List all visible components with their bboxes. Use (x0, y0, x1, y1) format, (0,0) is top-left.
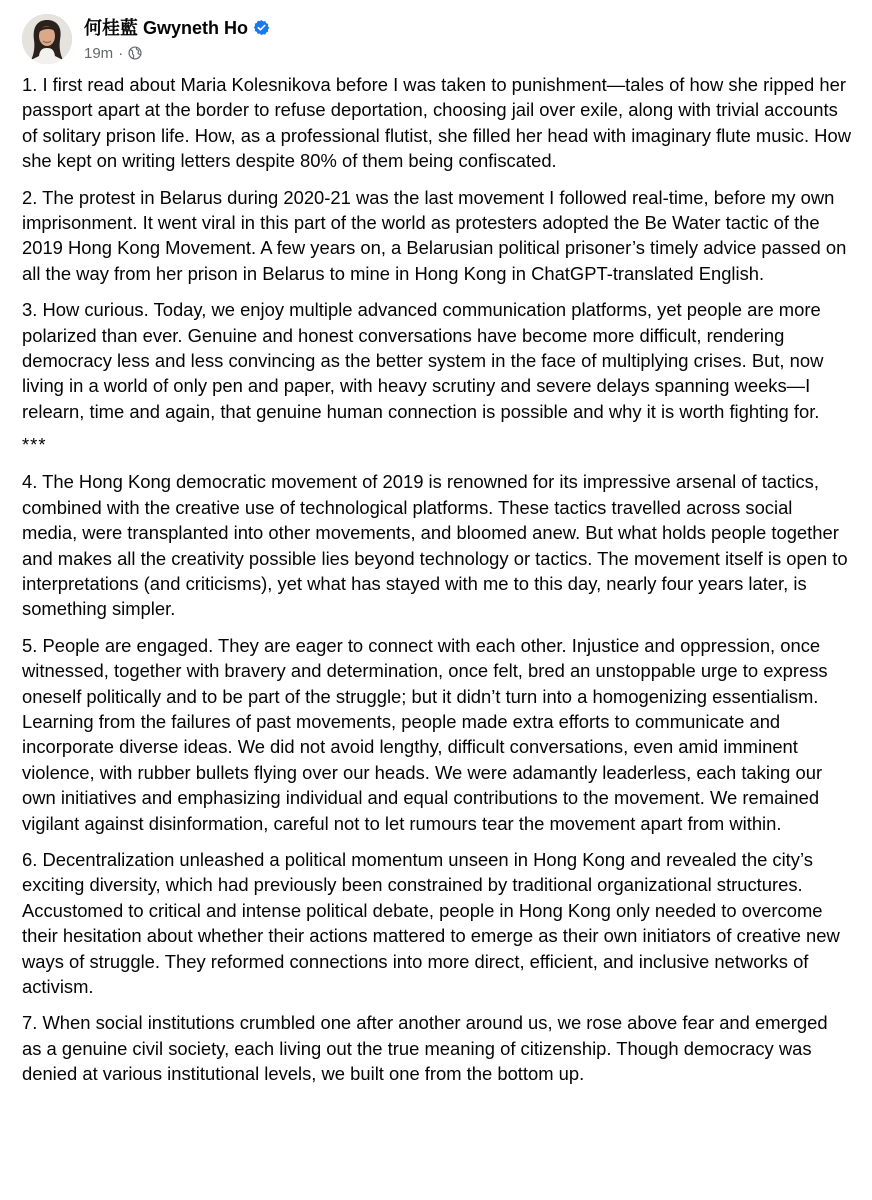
post-paragraph-7: 7. When social institutions crumbled one after another around us, we rose above fear and emerged as a genuine civil society, each living out the true meaning of citizenship. Though democracy was denied at various institutional levels, we built one from the bottom up. (22, 1012, 828, 1085)
post-subline (84, 42, 270, 64)
profile-photo-icon (22, 14, 72, 64)
post-paragraph-6: 6. Decentralization unleashed a political momentum unseen in Hong Kong and revealed the city’s exciting diversity, which had previously been constrained by traditional organizational structures. Accustomed to critical and intense political debate, people in Hong Kong only needed to overcome their hesitation about whether their actions mattered to emerge as their own initiators of creative new ways of struggle. They reformed connections into more direct, efficient, and inclusive networks of activism. (22, 848, 840, 997)
post-paragraph-2: 2. The protest in Belarus during 2020-21 was the last movement I followed real-time, before my own imprisonment. It went viral in this part of the world as protesters adopted the Be Water tactic of the 2019 Hong Kong Movement. A few years on, a Belarusian political prisoner’s timely advice passed on all the way from her prison in Belarus to mine in Hong Kong in ChatGPT-translated English. (22, 186, 847, 284)
post-paragraph-3: 3. How curious. Today, we enjoy multiple advanced communication platforms, yet people are more polarized than ever. Genuine and honest conversations have become more difficult, rendering democracy less and less convincing as the better system in the face of multiplying crises. But, now living in a world of only pen and paper, with heavy scrutiny and severe delays spanning weeks—I relearn, time and again, that genuine human connection is possible and why it is worth fighting for. (22, 299, 824, 422)
post-paragraph-4: 4. The Hong Kong democratic movement of 2019 is renowned for its impressive arsenal of tactics, combined with the creative use of technological platforms. These tactics travelled across social media, were transplanted into other movements, and bloomed anew. But what holds people together and makes all the creativity possible lies beyond technology or tactics. The movement itself is open to interpretations (and criticisms), yet what has stayed with me to this day, nearly four years later, is something simpler. (22, 471, 848, 620)
globe-icon[interactable] (128, 46, 142, 60)
post-paragraph-1: 1. I first read about Maria Kolesnikova before I was taken to punishment—tales of how she ripped her passport apart at the border to refuse deportation, choosing jail over exile, along with trivial accounts of solitary prison life. How, as a professional flutist, she filled her head with imaginary flute music. How she kept on writing letters despite 80% of them being confiscated. (22, 74, 851, 172)
post-body (22, 72, 852, 1098)
verified-badge-icon (253, 19, 270, 36)
post-paragraph-5: 5. People are engaged. They are eager to connect with each other. Injustice and oppression, once witnessed, together with bravery and determination, once felt, bred an unstoppable urge to express oneself politically and to be part of the struggle; but it didn’t turn into a homogenizing essentialism. Learning from the failures of past movements, people made extra efforts to communicate and incorporate diverse ideas. We did not avoid lengthy, difficult conversations, even amid imminent violence, with rubber bullets flying over our heads. We were adamantly leaderless, each taking our own initiatives and emphasizing individual and equal contributions to the movement. We remained vigilant against disinformation, careful not to let rumours tear the movement apart from within. (22, 634, 828, 834)
post-header (22, 14, 270, 66)
author-row (84, 15, 270, 39)
post-meta (84, 15, 270, 64)
author-avatar[interactable] (22, 14, 72, 64)
section-separator: *** (22, 434, 47, 456)
author-name[interactable]: 何桂藍 Gwyneth Ho (84, 18, 249, 38)
separator-dot: · (118, 44, 124, 62)
post-timestamp[interactable]: 19m (84, 44, 114, 62)
